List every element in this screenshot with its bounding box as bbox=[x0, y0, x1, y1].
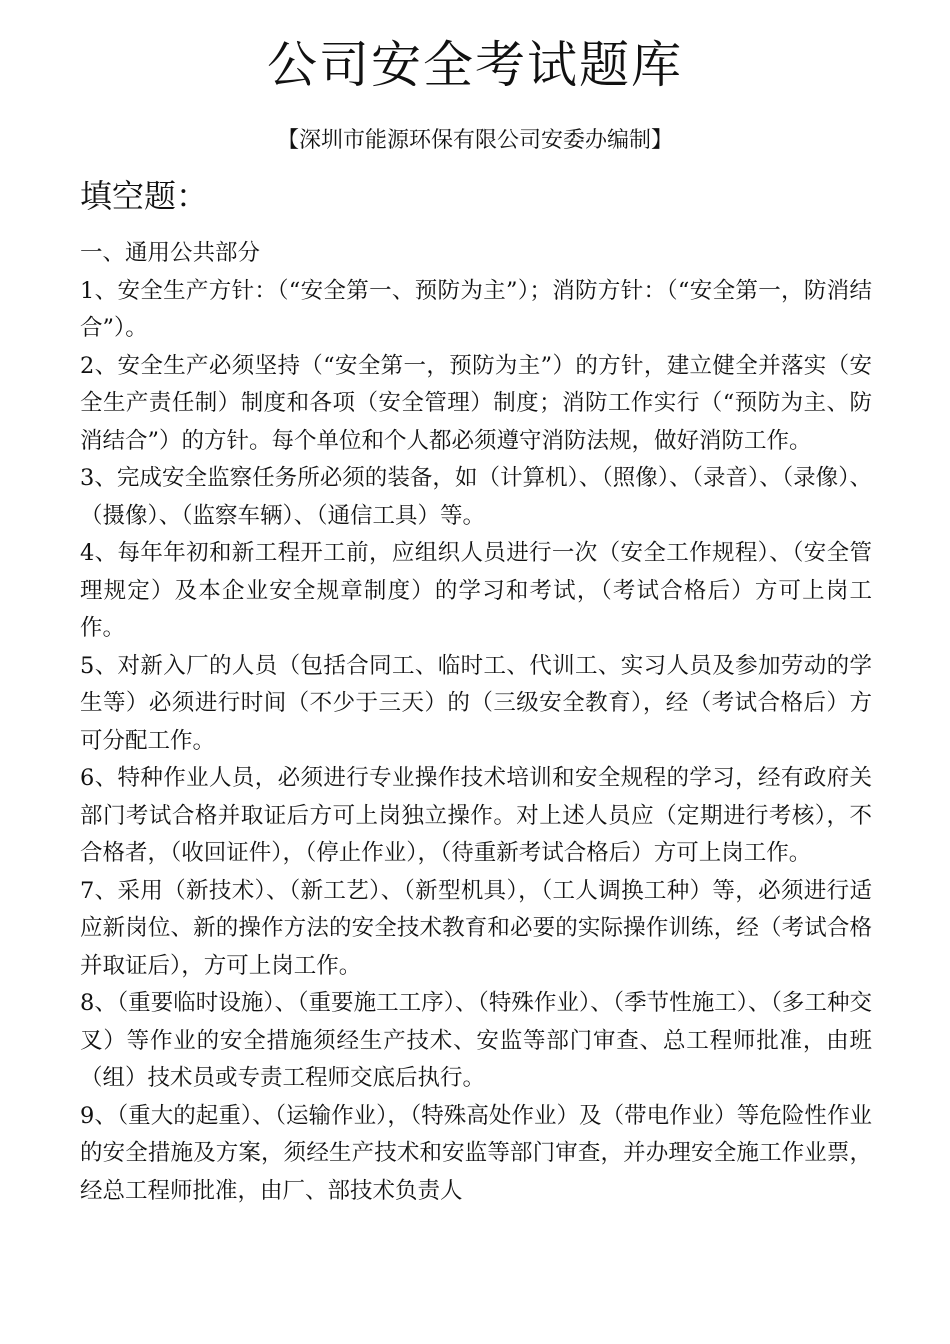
question-item-1: 1、安全生产方针：（“安全第一、预防为主”）；消防方针：（“安全第一，防消结合”）。 bbox=[80, 277, 872, 341]
question-item-2: 2、安全生产必须坚持（“安全第一，预防为主”）的方针，建立健全并落实（安全生产责任制）制度和各项（安全管理）制度；消防工作实行（“预防为主、防消结合”）的方针。每个单位和个人都必须遵守消防法规，做好消防工作。 bbox=[80, 352, 872, 454]
section-heading: 填空题： bbox=[80, 177, 209, 215]
question-item-5: 5、对新入厂的人员（包括合同工、临时工、代训工、实习人员及参加劳动的学生等）必须进行时间（不少于三天）的（三级安全教育），经（考试合格后）方可分配工作。 bbox=[80, 652, 872, 754]
document-body bbox=[80, 235, 872, 1210]
document-subtitle: 【深圳市能源环保有限公司安委办编制】 bbox=[276, 128, 673, 153]
question-item-6: 6、特种作业人员，必须进行专业操作技术培训和安全规程的学习，经有政府关部门考试合格并取证后方可上岗独立操作。对上述人员应（定期进行考核），不合格者，（收回证件），（停止作业），（待重新考试合格后）方可上岗工作。 bbox=[80, 765, 872, 866]
question-item-3: 3、完成安全监察任务所必须的装备，如（计算机）、（照像）、（录音）、（录像）、（摄像）、（监察车辆）、（通信工具）等。 bbox=[80, 465, 872, 529]
question-item-4: 4、每年年初和新工程开工前，应组织人员进行一次（安全工作规程）、（安全管理规定）及本企业安全规章制度）的学习和考试，（考试合格后）方可上岗工作。 bbox=[80, 540, 872, 641]
document-title: 公司安全考试题库 bbox=[267, 36, 683, 94]
question-item-8: 8、（重要临时设施）、（重要施工工序）、（特殊作业）、（季节性施工）、（多工种交叉）等作业的安全措施须经生产技术、安监等部门审查、总工程师批准，由班（组）技术员或专责工程师交底后执行。 bbox=[80, 990, 872, 1091]
question-item-9: 9、（重大的起重）、（运输作业），（特殊高处作业）及（带电作业）等危险性作业的安全措施及方案，须经生产技术和安监等部门审查，并办理安全施工作业票，经总工程师批准，由厂、部技术负责人 bbox=[80, 1102, 872, 1204]
subsection-heading: 一、通用公共部分 bbox=[80, 240, 261, 266]
question-item-7: 7、采用（新技术）、（新工艺）、（新型机具），（工人调换工种）等，必须进行适应新岗位、新的操作方法的安全技术教育和必要的实际操作训练，经（考试合格并取证后），方可上岗工作。 bbox=[80, 877, 872, 979]
